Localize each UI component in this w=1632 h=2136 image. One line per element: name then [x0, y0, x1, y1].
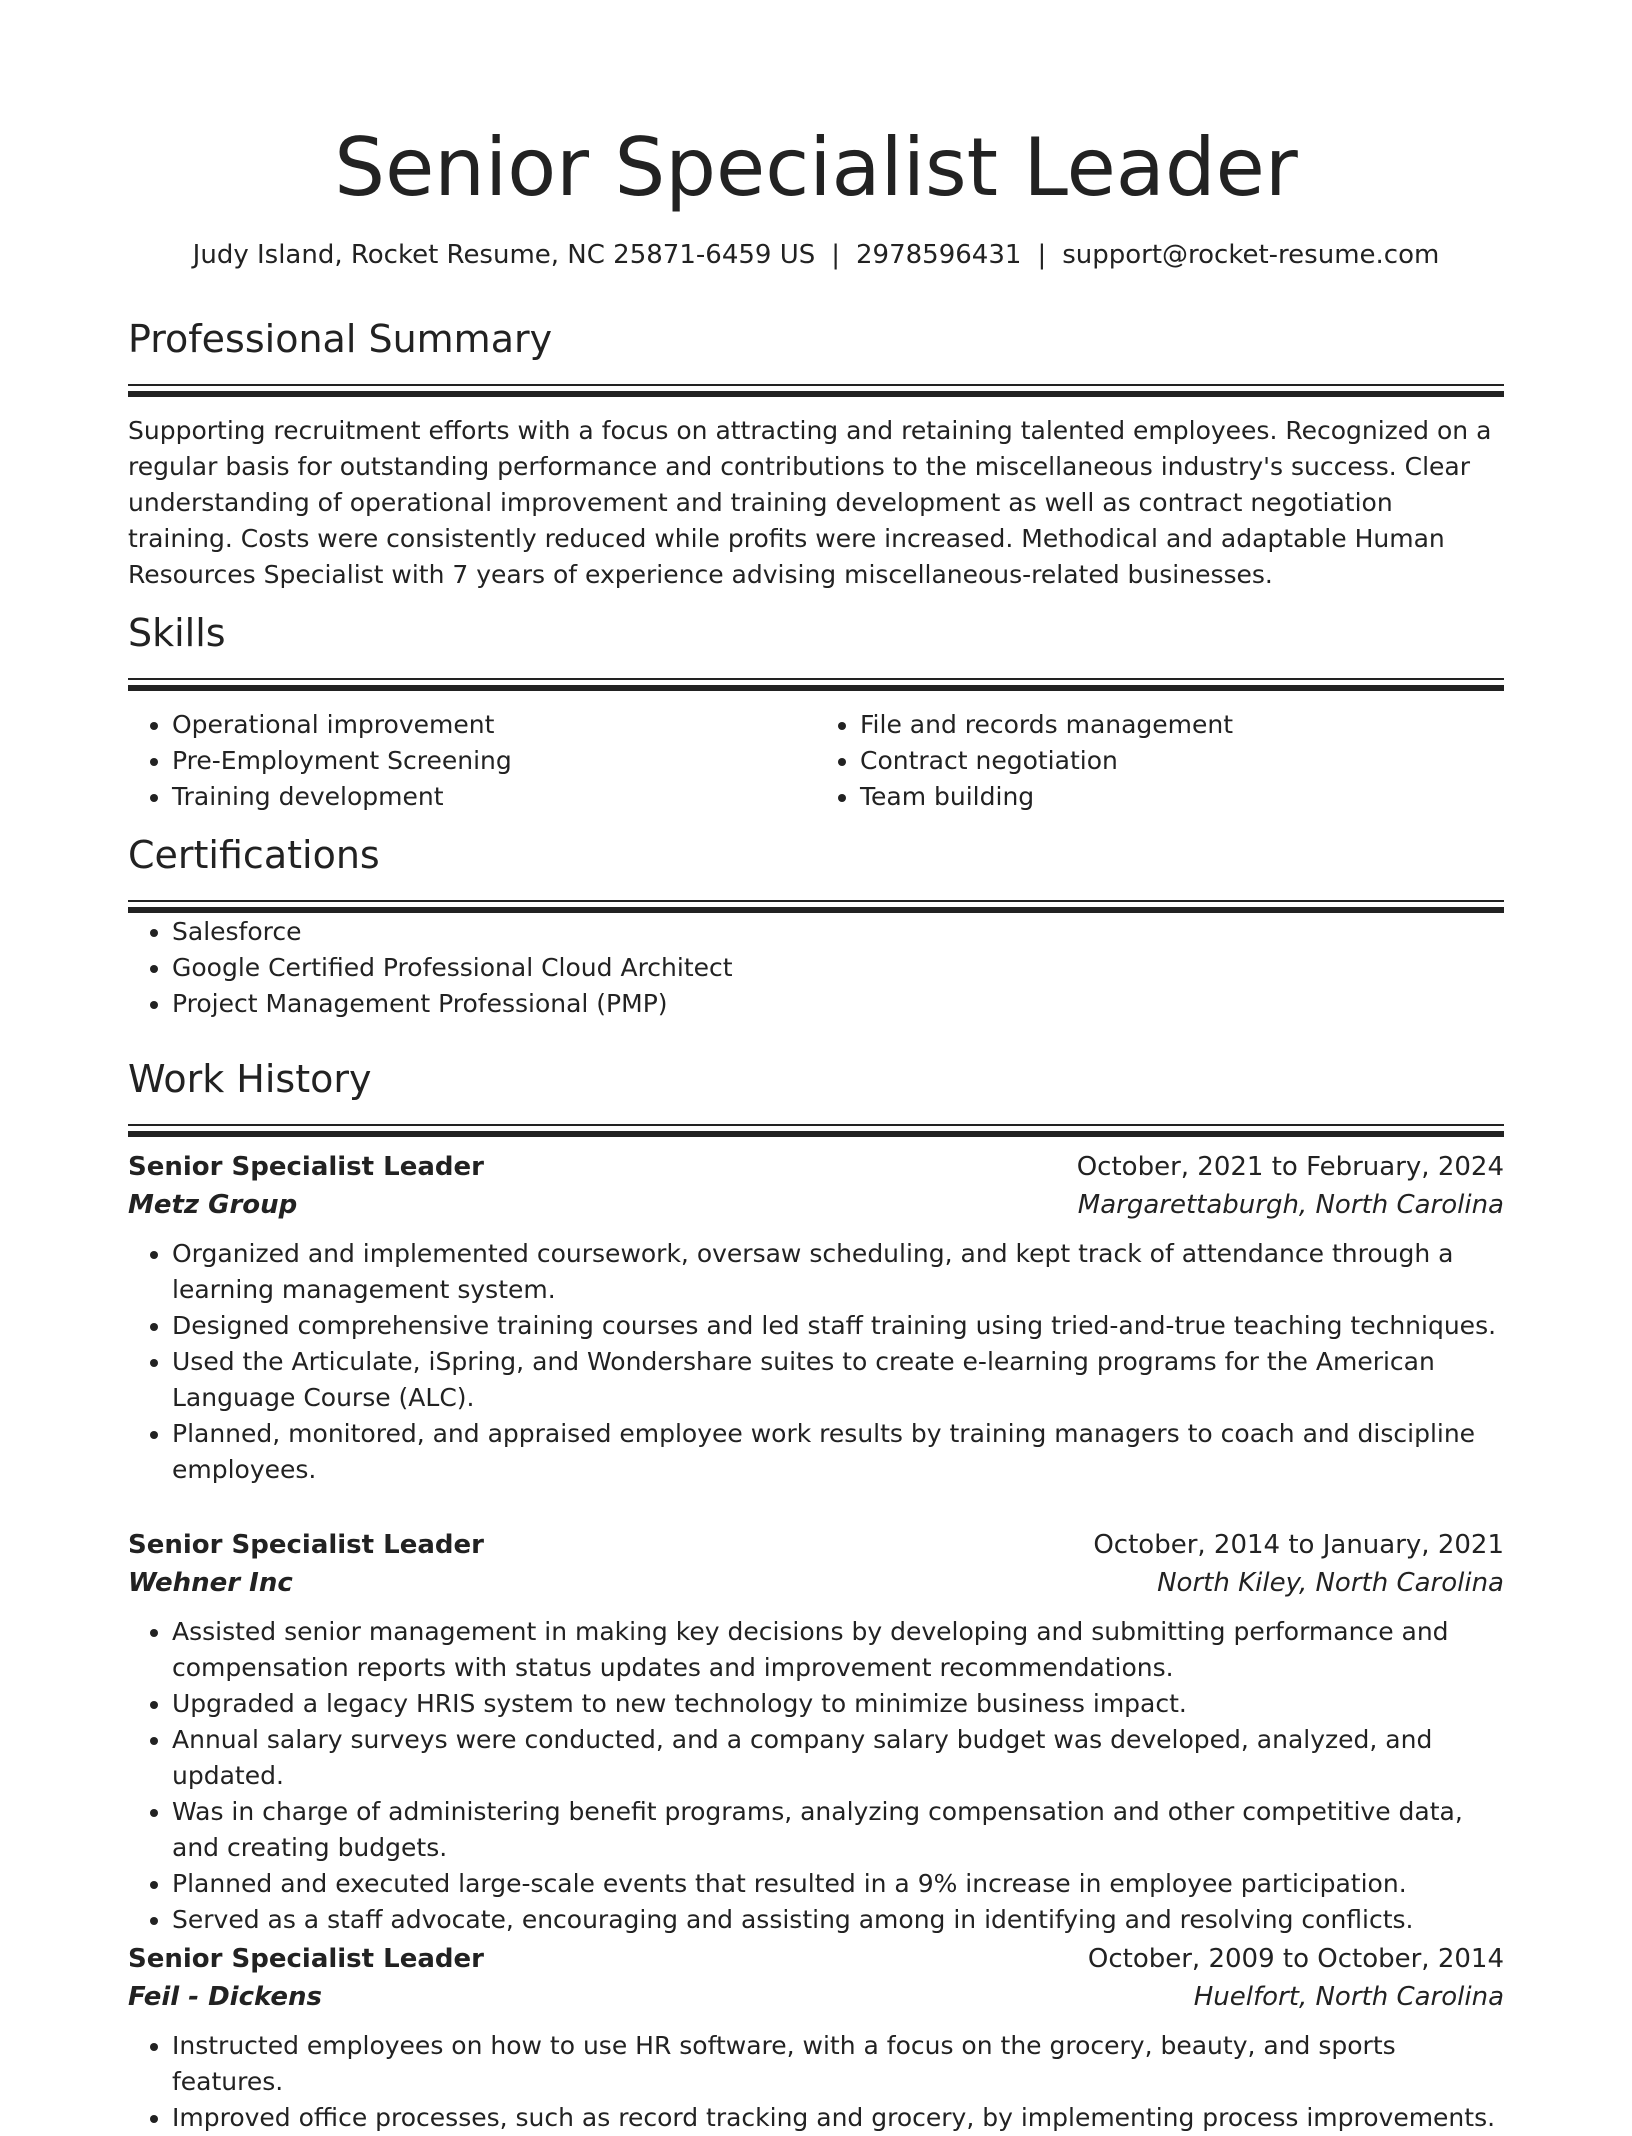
- job-bullet: • Planned, monitored, and appraised employee work results by training managers to coach and discipline employees.: [172, 1416, 1504, 1488]
- work-history-section: [128, 1054, 1504, 1138]
- job-bullets: [128, 2028, 1504, 2136]
- job-bullet: • Served as a staff advocate, encouraging and assisting among in identifying and resolving conflicts.: [172, 1902, 1504, 1938]
- certification-item: • Salesforce: [172, 914, 1504, 950]
- contact-phone: 2978596431: [856, 240, 1022, 270]
- job-bullet: • Was in charge of administering benefit programs, analyzing compensation and other competitive data, and creating budgets.: [172, 1794, 1504, 1866]
- job-title: Senior Specialist Leader: [128, 1530, 484, 1560]
- skill-item: • Operational improvement: [172, 707, 816, 743]
- section-divider: [128, 384, 1504, 398]
- work-history-heading: Work History: [128, 1057, 372, 1101]
- job-entry: [128, 1148, 1504, 1488]
- skills-heading: Skills: [128, 611, 226, 655]
- skills-left-list: [128, 707, 816, 815]
- job-bullets: [128, 1236, 1504, 1488]
- skill-item: • Contract negotiation: [860, 743, 1504, 779]
- job-bullet: • Assisted senior management in making key decisions by developing and submitting performance and compensation reports with status updates and improvement recommendations.: [172, 1614, 1504, 1686]
- job-entry: [128, 1940, 1504, 2136]
- skill-item: • Team building: [860, 779, 1504, 815]
- certifications-list: [128, 914, 1504, 1022]
- skill-item: • Pre-Employment Screening: [172, 743, 816, 779]
- job-company: Wehner Inc: [128, 1568, 293, 1598]
- job-bullet: • Organized and implemented coursework, oversaw scheduling, and kept track of attendance through a learning management system.: [172, 1236, 1504, 1308]
- skill-item: • File and records management: [860, 707, 1504, 743]
- section-divider: [128, 678, 1504, 692]
- certification-item: • Google Certified Professional Cloud Architect: [172, 950, 1504, 986]
- job-company: Metz Group: [128, 1190, 298, 1220]
- section-divider: [128, 1124, 1504, 1138]
- job-bullet: • Designed comprehensive training courses and led staff training using tried-and-true teaching techniques.: [172, 1308, 1504, 1344]
- summary-text: Supporting recruitment efforts with a focus on attracting and retaining talented employees. Recognized on a regular basis for outstanding performance and contributions to the miscellaneous industry's success. Clear understanding of operational improvement and training development as well as contract negotiation training. Costs were consistently reduced while profits were increased. Methodical and adaptable Human Resources Specialist with 7 years of experience advising miscellaneous-related businesses.: [128, 416, 1492, 589]
- resume-title: Senior Specialist Leader: [334, 121, 1298, 214]
- job-location: North Kiley, North Carolina: [1157, 1568, 1504, 1598]
- job-bullet: • Planned and executed large-scale events that resulted in a 9% increase in employee participation.: [172, 1866, 1504, 1902]
- job-location: Huelfort, North Carolina: [1193, 1982, 1504, 2012]
- job-bullet: • Improved office processes, such as record tracking and grocery, by implementing process improvements.: [172, 2100, 1504, 2136]
- job-location: Margarettaburgh, North Carolina: [1077, 1190, 1504, 1220]
- job-company: Feil - Dickens: [128, 1982, 322, 2012]
- job-title: Senior Specialist Leader: [128, 1152, 484, 1182]
- skill-item: • Training development: [172, 779, 816, 815]
- job-dates: October, 2021 to February, 2024: [1076, 1152, 1504, 1182]
- job-dates: October, 2014 to January, 2021: [1093, 1530, 1504, 1560]
- contact-separator: |: [1037, 240, 1047, 270]
- summary-heading: Professional Summary: [128, 317, 553, 361]
- skills-section: [128, 608, 1504, 815]
- certifications-heading: Certifications: [128, 833, 380, 877]
- section-divider: [128, 900, 1504, 914]
- job-bullet: • Annual salary surveys were conducted, and a company salary budget was developed, analyzed, and updated.: [172, 1722, 1504, 1794]
- certifications-section: [128, 830, 1504, 1022]
- certification-item: • Project Management Professional (PMP): [172, 986, 1504, 1022]
- job-dates: October, 2009 to October, 2014: [1087, 1944, 1504, 1974]
- job-bullets: [128, 1614, 1504, 1938]
- job-bullet: • Upgraded a legacy HRIS system to new technology to minimize business impact.: [172, 1686, 1504, 1722]
- contact-line: [128, 237, 1504, 273]
- contact-email: support@rocket-resume.com: [1062, 240, 1440, 270]
- job-title: Senior Specialist Leader: [128, 1944, 484, 1974]
- skills-columns: [128, 707, 1504, 815]
- job-bullet: • Instructed employees on how to use HR software, with a focus on the grocery, beauty, and sports features.: [172, 2028, 1504, 2100]
- contact-separator: |: [831, 240, 841, 270]
- job-bullet: • Used the Articulate, iSpring, and Wondershare suites to create e-learning programs for the American Language Course (ALC).: [172, 1344, 1504, 1416]
- skills-right-list: [816, 707, 1504, 815]
- summary-section: [128, 314, 1504, 593]
- job-entry: [128, 1526, 1504, 1938]
- contact-address: Judy Island, Rocket Resume, NC 25871-6459 US: [192, 240, 816, 270]
